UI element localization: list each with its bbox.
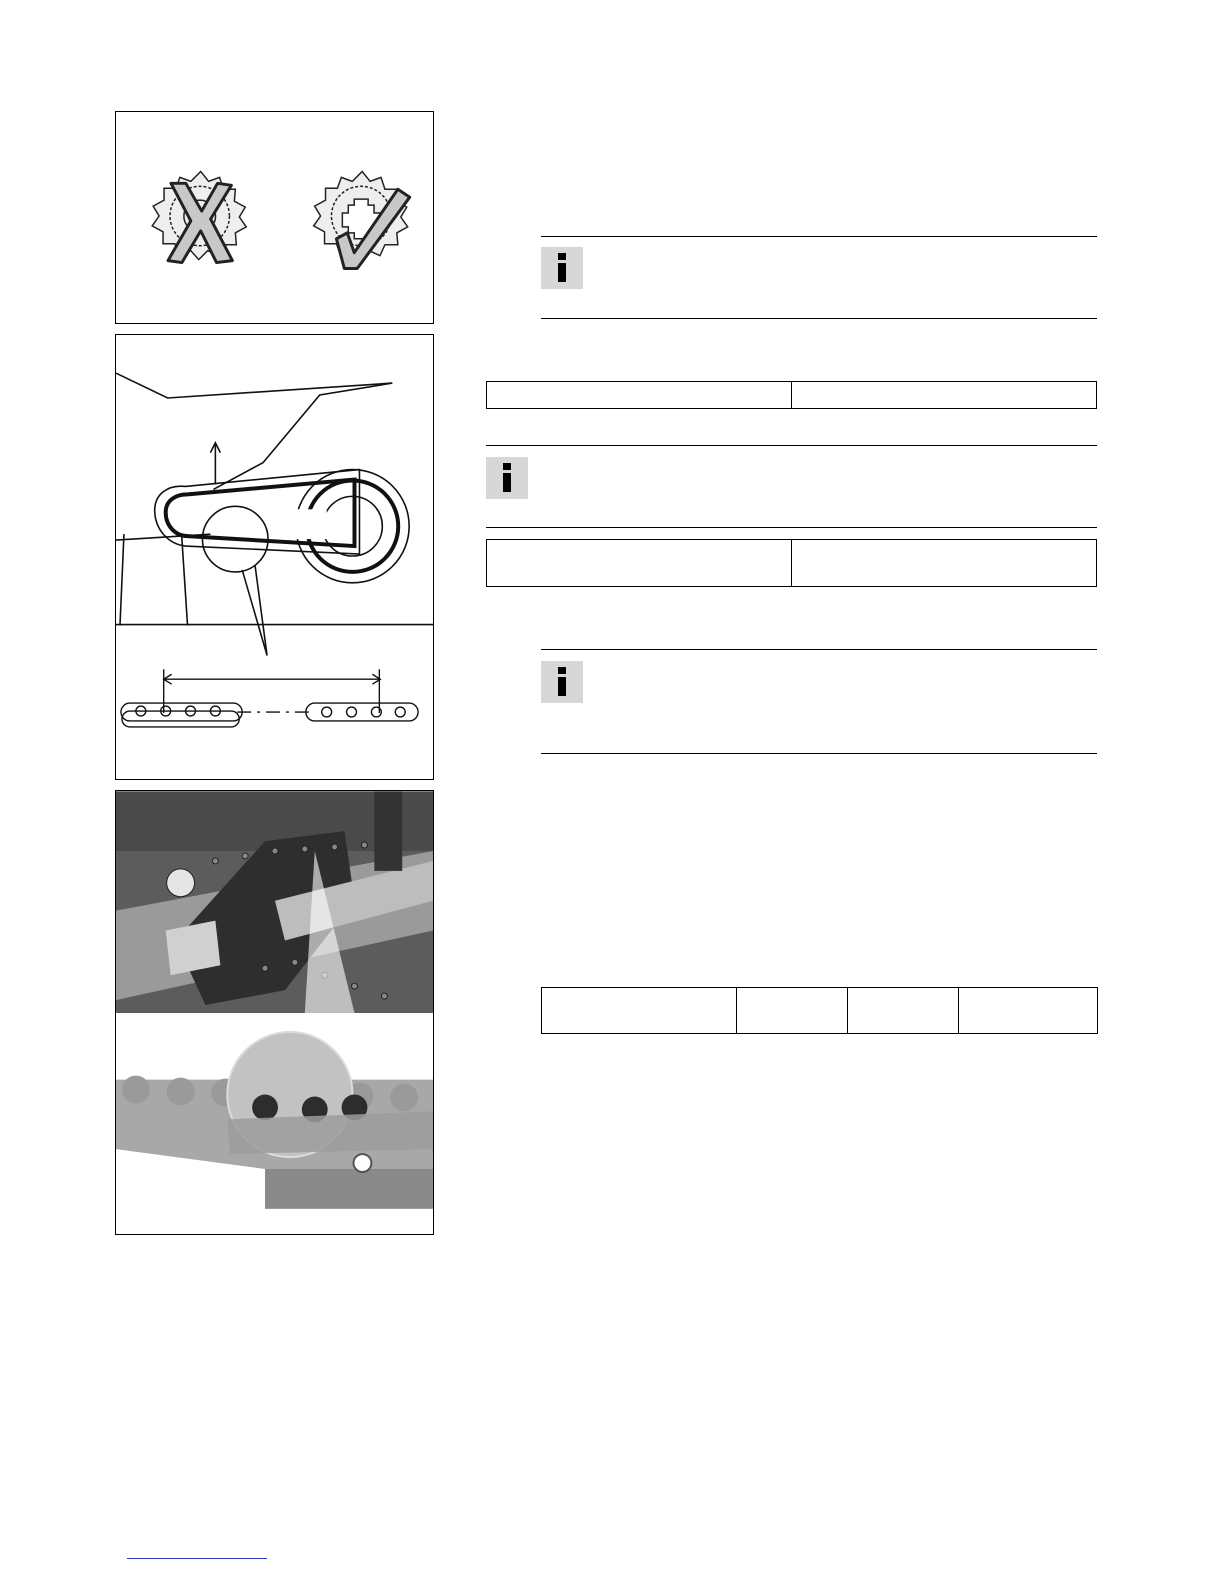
spec-table-1 [486,381,1097,409]
chain-guide-photo-icon [116,791,433,1234]
spec-table-2-cell [487,540,792,587]
note-rule-top-1 [541,236,1097,237]
figure-sprocket-check [115,111,434,324]
sprocket-illustration [116,112,433,323]
spec-table-2-cell [792,540,1097,587]
spec-table-1-cell [792,382,1097,409]
info-icon [486,457,528,499]
spec-table-1-cell [487,382,792,409]
spec-table-3-cell [542,988,737,1034]
spec-table-3 [541,987,1098,1034]
spec-table-3-cell [737,988,848,1034]
spec-table-3-cell [848,988,959,1034]
spec-table-3-cell [959,988,1098,1034]
info-icon [541,247,583,289]
figure-chain-guide-photo [115,790,434,1235]
chain-loop-icon [116,335,433,779]
figure-chain-tension [115,334,434,780]
footer-link-underline[interactable] [127,1558,267,1559]
note-rule-bottom-1 [541,318,1097,319]
note-rule-bottom-2 [486,527,1097,528]
spec-table-2 [486,539,1097,587]
note-rule-top-2 [486,445,1097,446]
info-icon [541,661,583,703]
chain-pitch-detail-icon [121,669,418,727]
note-rule-top-3 [541,649,1097,650]
note-rule-bottom-3 [541,753,1097,754]
